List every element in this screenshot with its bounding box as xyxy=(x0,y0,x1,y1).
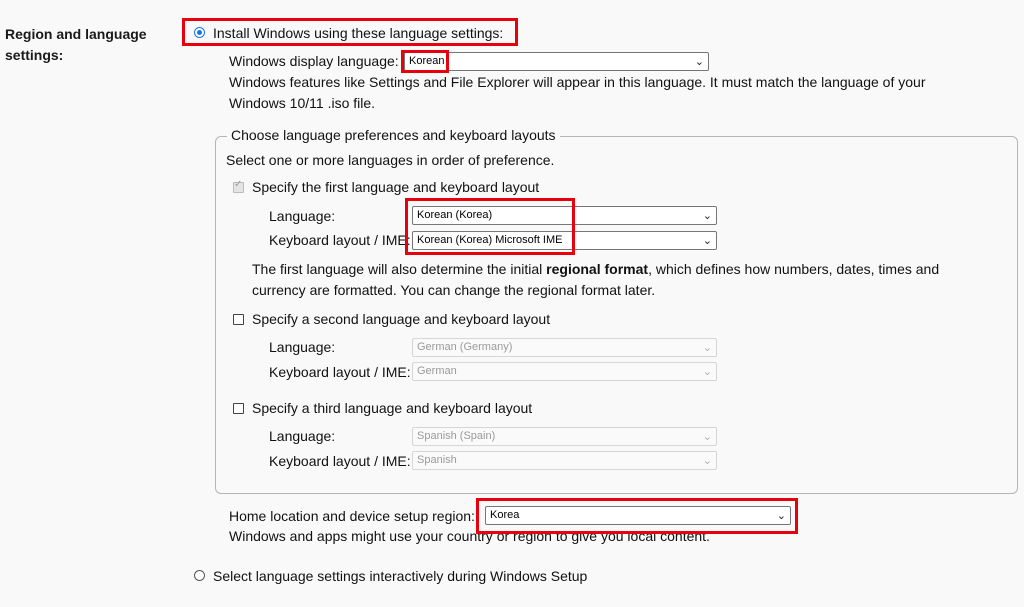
home-location-note: Windows and apps might use your country or region to give you local content. xyxy=(229,528,710,544)
third-language-label: Specify a third language and keyboard layout xyxy=(252,400,533,416)
third-language-select[interactable] xyxy=(412,427,717,446)
highlight-home-location xyxy=(476,498,798,534)
language-preferences-legend: Choose language preferences and keyboard layouts xyxy=(227,126,560,144)
install-settings-label[interactable]: Install Windows using these language settings: xyxy=(213,25,504,41)
display-language-select[interactable] xyxy=(404,52,709,71)
highlight-first-language xyxy=(405,198,575,255)
first-language-value: Korean (Korea) xyxy=(417,209,493,221)
chevron-down-icon: ⌄ xyxy=(702,454,712,467)
display-language-note: Windows features like Settings and File Explorer will appear in this language. It must match the language of your Windows 10/11 .iso file. xyxy=(229,74,926,111)
regional-format-note-start: The first language will also determine the initial xyxy=(252,261,547,277)
second-language-select[interactable] xyxy=(412,338,717,357)
chevron-down-icon: ⌄ xyxy=(702,341,712,354)
first-keyboard-label: Keyboard layout / IME: xyxy=(269,232,411,248)
first-language-label: Specify the first language and keyboard layout xyxy=(252,179,540,195)
home-location-label: Home location and device setup region: xyxy=(229,508,475,524)
second-keyboard-value: German xyxy=(417,365,457,377)
interactive-settings-label[interactable]: Select language settings interactively during Windows Setup xyxy=(213,568,588,584)
chevron-down-icon: ⌄ xyxy=(702,234,712,247)
section-label: Region and language settings: xyxy=(5,26,147,63)
highlight-install-option xyxy=(182,18,518,46)
first-language-checkbox[interactable] xyxy=(233,182,244,193)
second-language-label: Specify a second language and keyboard layout xyxy=(252,311,551,327)
highlight-display-language xyxy=(401,50,449,73)
third-keyboard-value: Spanish xyxy=(417,454,457,466)
second-language-checkbox[interactable] xyxy=(233,314,244,325)
chevron-down-icon: ⌄ xyxy=(702,365,712,378)
display-language-label: Windows display language: xyxy=(229,53,399,69)
third-language-language-label: Language: xyxy=(269,428,336,444)
second-language-value: German (Germany) xyxy=(417,341,513,353)
chevron-down-icon: ⌄ xyxy=(702,209,712,222)
third-keyboard-select[interactable] xyxy=(412,451,717,470)
first-language-language-label: Language: xyxy=(269,208,336,224)
second-keyboard-select[interactable] xyxy=(412,362,717,381)
third-language-checkbox[interactable] xyxy=(233,403,244,414)
regional-format-term: regional format xyxy=(546,261,649,277)
second-keyboard-label: Keyboard layout / IME: xyxy=(269,364,411,380)
second-language-language-label: Language: xyxy=(269,339,336,355)
third-keyboard-label: Keyboard layout / IME: xyxy=(269,453,411,469)
first-keyboard-value: Korean (Korea) Microsoft IME xyxy=(417,234,563,246)
chevron-down-icon: ⌄ xyxy=(702,430,712,443)
interactive-settings-radio[interactable] xyxy=(194,570,205,581)
regional-format-note xyxy=(252,259,972,301)
chevron-down-icon: ⌄ xyxy=(776,509,786,522)
display-language-value: Korean xyxy=(409,55,445,67)
regional-format-note-end: , which defines how numbers, dates, times and currency are formatted. You can change the regional format later. xyxy=(252,261,940,298)
language-preferences-intro: Select one or more languages in order of preference. xyxy=(226,152,555,168)
third-language-value: Spanish (Spain) xyxy=(417,430,496,442)
home-location-value: Korea xyxy=(490,509,520,521)
chevron-down-icon: ⌄ xyxy=(694,55,704,68)
